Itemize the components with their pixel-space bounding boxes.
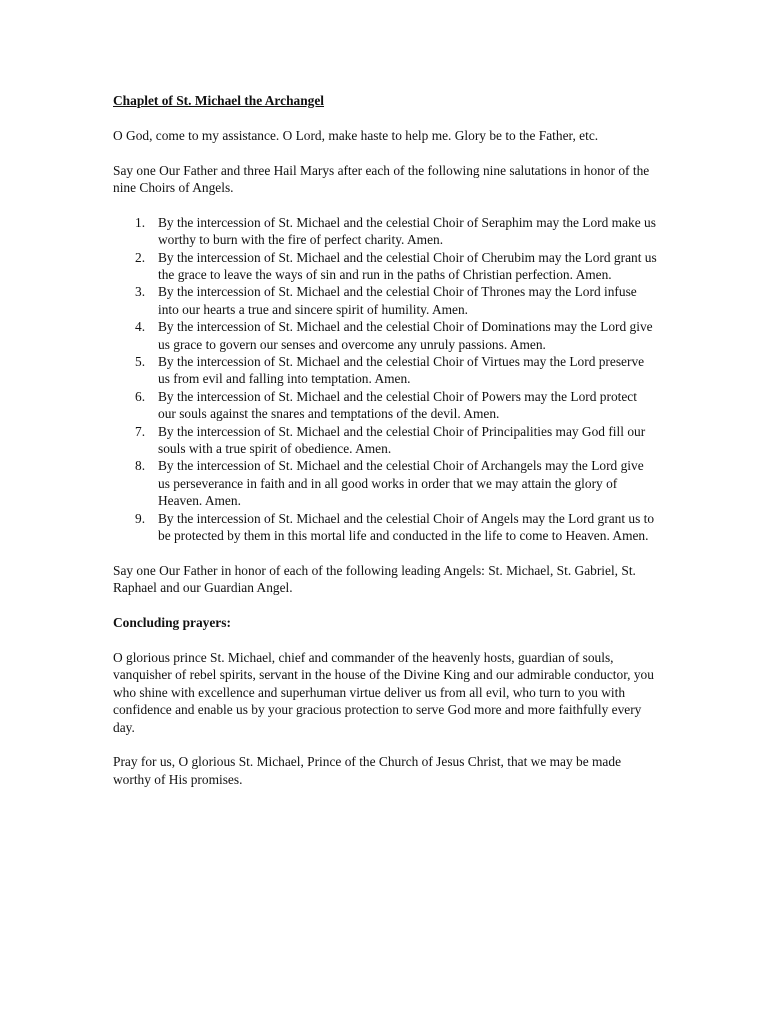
- document-title: Chaplet of St. Michael the Archangel: [113, 93, 325, 108]
- list-item: [113, 318, 658, 353]
- list-item-text: By the intercession of St. Michael and the celestial Choir of Seraphim may the Lord make us worthy to burn with the fire of perfect charity. Amen.: [158, 214, 656, 248]
- list-item: [113, 510, 658, 545]
- list-item-number: 3.: [135, 284, 146, 300]
- document-body: [113, 92, 658, 806]
- list-item: [113, 283, 658, 318]
- list-item-text: By the intercession of St. Michael and the celestial Choir of Principalities may God fill our souls with a true spirit of obedience. Amen.: [158, 423, 646, 457]
- list-item-number: 7.: [135, 423, 146, 439]
- list-item-text: By the intercession of St. Michael and the celestial Choir of Powers may the Lord protect our souls against the snares and temptations of the devil. Amen.: [158, 388, 637, 422]
- list-item-text: By the intercession of St. Michael and the celestial Choir of Angels may the Lord grant us to be protected by them in this mortal life and conducted in the life to come to Heaven. Amen.: [158, 510, 655, 544]
- concluding-prayer: O glorious prince St. Michael, chief and commander of the heavenly hosts, guardian of souls, vanquisher of rebel spirits, servant in the house of the Divine King and our admirable conductor, you who shine with excellence and superhuman virtue deliver us from all evil, who turn to you with confidence and enable us by your gracious protection to serve God more and more faithfully every day.: [113, 649, 654, 735]
- opening-prayer: O God, come to my assistance. O Lord, make haste to help me. Glory be to the Father, etc.: [113, 127, 599, 143]
- list-item: [113, 249, 658, 284]
- list-item: [113, 388, 658, 423]
- concluding-prayers-heading: Concluding prayers:: [113, 615, 231, 631]
- list-item-text: By the intercession of St. Michael and the celestial Choir of Dominations may the Lord give us grace to govern our senses and overcome any unruly passions. Amen.: [158, 319, 653, 352]
- list-item-number: 6.: [135, 388, 146, 404]
- list-item-number: 4.: [135, 319, 146, 335]
- list-item-number: 1.: [135, 214, 146, 230]
- list-item-text: By the intercession of St. Michael and the celestial Choir of Archangels may the Lord give us perseverance in faith and in all good works in order that we may attain the glory of Heaven. Amen.: [158, 458, 644, 509]
- leading-angels-paragraph: Say one Our Father in honor of each of the following leading Angels: St. Michael, St. Gabriel, St. Raphael and our Guardian Angel.: [113, 562, 636, 596]
- list-item-text: By the intercession of St. Michael and the celestial Choir of Thrones may the Lord infuse into our hearts a true and sincere spirit of humility. Amen.: [158, 284, 637, 317]
- list-item-text: By the intercession of St. Michael and the celestial Choir of Cherubim may the Lord grant us the grace to leave the ways of sin and run in the paths of Christian perfection. Amen.: [158, 249, 657, 283]
- list-item: [113, 457, 658, 509]
- list-item: [113, 214, 658, 249]
- instruction-paragraph: Say one Our Father and three Hail Marys after each of the following nine salutations in honor of the nine Choirs of Angels.: [113, 162, 650, 195]
- salutations-list: [113, 214, 658, 545]
- list-item-number: 8.: [135, 458, 146, 474]
- final-prayer: Pray for us, O glorious St. Michael, Prince of the Church of Jesus Christ, that we may be made worthy of His promises.: [113, 754, 622, 787]
- list-item: [113, 423, 658, 458]
- list-item: [113, 353, 658, 388]
- list-item-number: 2.: [135, 249, 146, 265]
- list-item-number: 5.: [135, 354, 146, 370]
- list-item-text: By the intercession of St. Michael and the celestial Choir of Virtues may the Lord preserve us from evil and falling into temptation. Amen.: [158, 354, 645, 387]
- list-item-number: 9.: [135, 510, 146, 526]
